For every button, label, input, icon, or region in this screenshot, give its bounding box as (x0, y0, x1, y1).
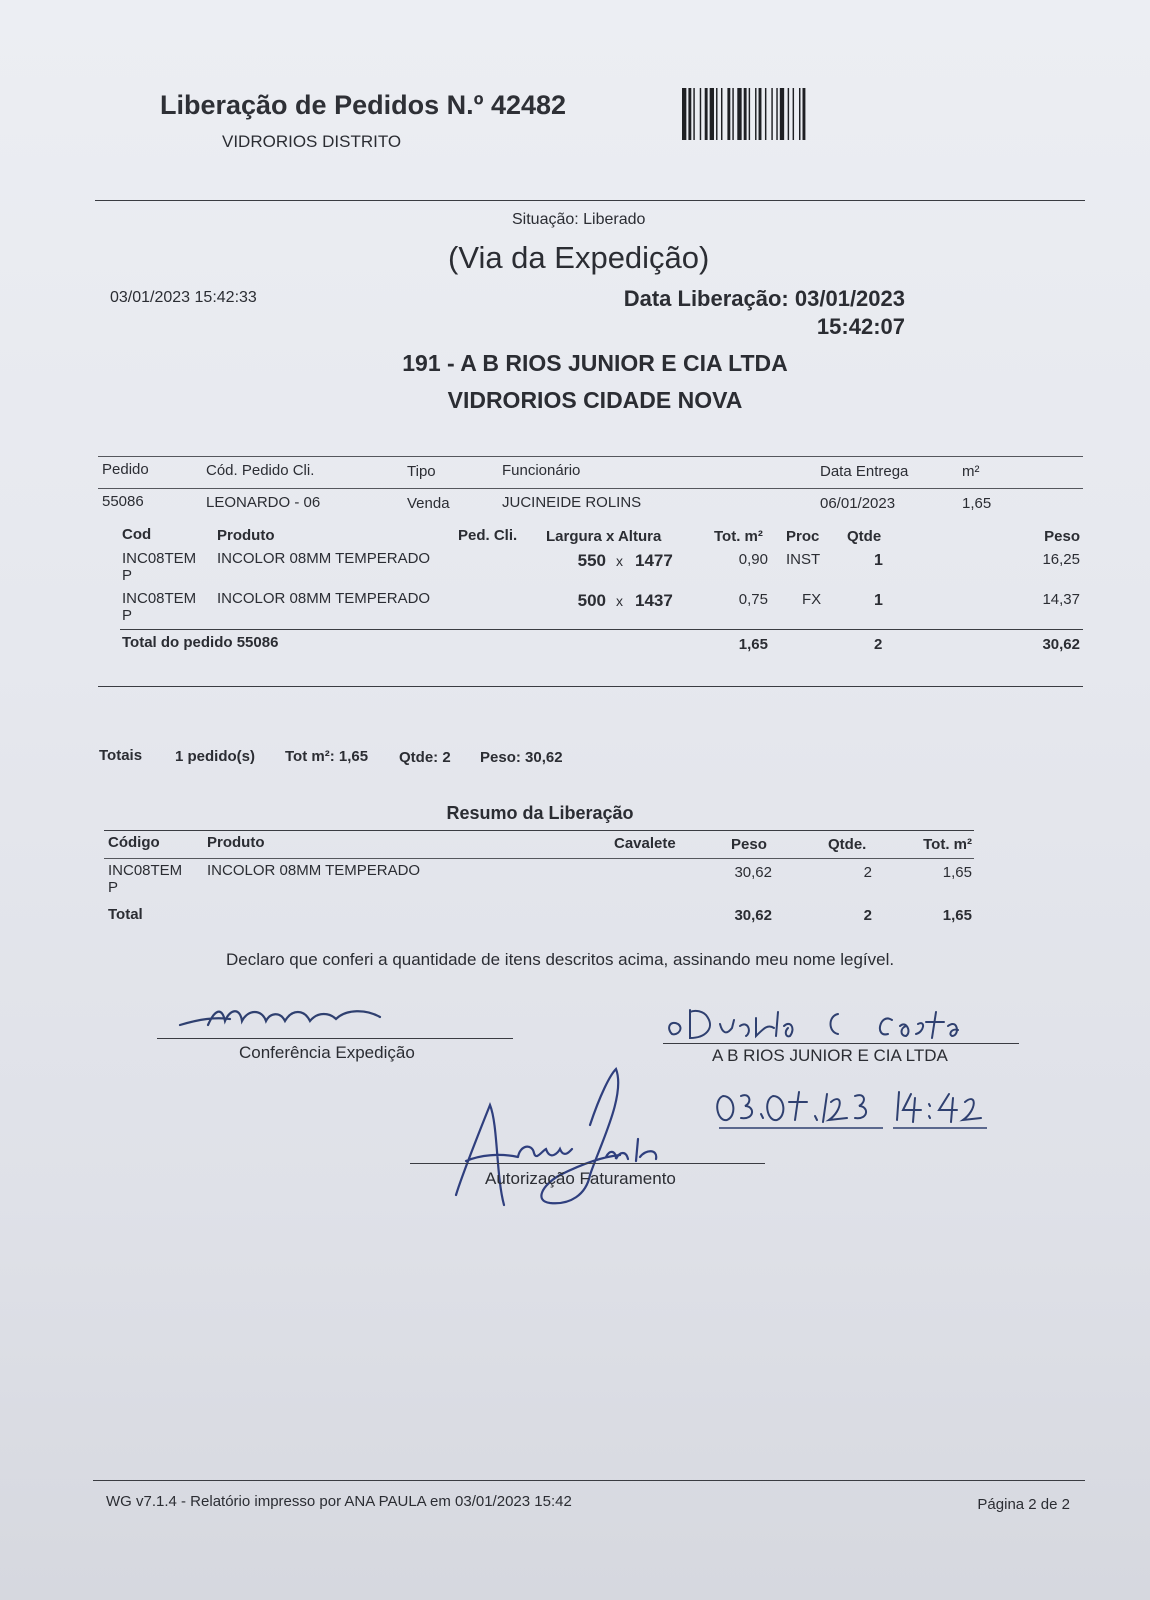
order-tipo: Venda (407, 495, 450, 512)
signature-line-conferencia (157, 1038, 513, 1039)
order-total-peso: 30,62 (1042, 636, 1080, 653)
document-title: Liberação de Pedidos N.º 42482 (160, 90, 567, 120)
totals-qtde: Qtde: 2 (399, 749, 451, 766)
label-client: A B RIOS JUNIOR E CIA LTDA (712, 1046, 948, 1065)
summary-col-produto: Produto (207, 834, 265, 851)
order-total-label: Total do pedido 55086 (122, 634, 279, 651)
order-table-top-rule (98, 456, 1083, 457)
print-timestamp: 03/01/2023 15:42:33 (110, 289, 257, 306)
totals-m2: Tot m²: 1,65 (285, 748, 369, 765)
release-date (560, 285, 905, 341)
summary-header-rule (104, 858, 974, 859)
item-largura: 550 (577, 551, 606, 570)
header-divider (95, 200, 1085, 201)
summary-top-rule (104, 830, 974, 831)
barcode (682, 88, 857, 140)
label-conferencia: Conferência Expedição (239, 1043, 415, 1062)
copy-type: (Via da Expedição) (448, 240, 710, 275)
label-autorizacao: Autorização Faturamento (485, 1169, 676, 1188)
item-produto: INCOLOR 08MM TEMPERADO (217, 550, 431, 567)
col-pedido: Pedido (102, 461, 149, 478)
summary-total-tot-m2: 1,65 (942, 907, 972, 924)
items-total-rule (120, 629, 1083, 630)
barcode-bar (776, 88, 777, 140)
items-col-ped-cli: Ped. Cli. (458, 527, 518, 544)
item-cod: INC08TEMP (122, 590, 197, 624)
footer-divider (93, 1480, 1085, 1481)
item-cod: INC08TEMP (122, 550, 197, 584)
summary-qtde: 2 (863, 864, 872, 881)
summary-col-peso: Peso (731, 836, 767, 853)
summary-total-peso: 30,62 (734, 907, 772, 924)
barcode-bar (749, 88, 750, 140)
summary-title: Resumo da Liberação (446, 803, 634, 823)
items-bottom-rule (98, 686, 1083, 687)
item-proc: INST (786, 551, 821, 568)
order-total-qtde: 2 (874, 636, 883, 653)
barcode-bar (721, 88, 722, 140)
customer-name: 191 - A B RIOS JUNIOR E CIA LTDA (402, 350, 788, 376)
barcode-bar (771, 88, 772, 140)
barcode-bar (793, 88, 794, 140)
item-tot-m2: 0,90 (738, 551, 768, 568)
items-col-produto: Produto (217, 527, 275, 544)
footer-report-info: WG v7.1.4 - Relatório impresso por ANA PAULA em 03/01/2023 15:42 (106, 1493, 572, 1510)
totals-peso: Peso: 30,62 (480, 749, 563, 766)
release-date-label: Data Liberação: (623, 286, 789, 311)
order-header-rule (98, 488, 1083, 489)
col-cod-pedido-cli: Cód. Pedido Cli. (206, 462, 315, 479)
items-col-largura-altura: Largura x Altura (546, 528, 662, 545)
order-total-m2: 1,65 (738, 636, 768, 653)
items-col-cod: Cod (122, 526, 152, 543)
barcode-bar (682, 88, 686, 140)
item-largura: 500 (577, 591, 606, 610)
order-pedido: 55086 (102, 493, 144, 510)
item-peso: 16,25 (1042, 551, 1080, 568)
item-qtde: 1 (874, 592, 883, 609)
summary-peso: 30,62 (734, 864, 772, 881)
handwritten-date (715, 1086, 1005, 1134)
barcode-bar (716, 88, 717, 140)
barcode-bar (737, 88, 741, 140)
summary-col-codigo: Código (108, 834, 160, 851)
release-date-value: 03/01/2023 (794, 286, 905, 311)
item-qtde: 1 (874, 552, 883, 569)
declaration-text: Declaro que conferi a quantidade de itens descritos acima, assinando meu nome legível. (226, 950, 895, 969)
order-cod-cli: LEONARDO - 06 (206, 494, 321, 511)
signature-client (660, 998, 1020, 1046)
summary-total-qtde: 2 (863, 907, 872, 924)
col-data-entrega: Data Entrega (820, 463, 909, 480)
status-text: Situação: Liberado (512, 211, 646, 228)
summary-total-label: Total (108, 906, 143, 923)
signature-conferencia (170, 995, 400, 1035)
barcode-bar (710, 88, 714, 140)
summary-col-tot-m2: Tot. m² (923, 836, 972, 853)
signature-line-autorizacao (410, 1163, 765, 1164)
barcode-bar (803, 88, 806, 140)
summary-codigo: INC08TEMP (108, 862, 183, 896)
barcode-bar (788, 88, 789, 140)
order-m2: 1,65 (962, 495, 992, 512)
barcode-bar (759, 88, 762, 140)
barcode-bar (744, 88, 747, 140)
barcode-bar (727, 88, 730, 140)
item-x: x (616, 593, 623, 609)
barcode-bar (755, 88, 756, 140)
items-col-tot-m2: Tot. m² (714, 528, 763, 545)
signature-line-client (663, 1043, 1019, 1044)
col-funcionario: Funcionário (502, 462, 581, 479)
summary-col-cavalete: Cavalete (614, 835, 676, 852)
company-name: VIDRORIOS DISTRITO (222, 132, 402, 151)
barcode-bar (700, 88, 701, 140)
barcode-bar (705, 88, 708, 140)
item-produto: INCOLOR 08MM TEMPERADO (217, 590, 431, 607)
item-proc: FX (802, 591, 822, 608)
items-col-peso: Peso (1044, 528, 1080, 545)
item-peso: 14,37 (1042, 591, 1080, 608)
items-col-proc: Proc (786, 528, 820, 545)
item-altura: 1477 (635, 551, 673, 570)
order-funcionario: JUCINEIDE ROLINS (502, 494, 642, 511)
item-x: x (616, 553, 623, 569)
totals-label: Totais (99, 747, 143, 764)
customer-store: VIDRORIOS CIDADE NOVA (447, 387, 743, 413)
item-altura: 1437 (635, 591, 673, 610)
item-tot-m2: 0,75 (738, 591, 768, 608)
items-col-qtde: Qtde (847, 528, 882, 545)
summary-col-qtde: Qtde. (828, 836, 867, 853)
barcode-bar (780, 88, 784, 140)
release-time-value: 15:42:07 (816, 314, 905, 339)
barcode-bar (732, 88, 733, 140)
barcode-bar (799, 88, 800, 140)
summary-produto: INCOLOR 08MM TEMPERADO (207, 862, 421, 879)
col-tipo: Tipo (407, 463, 436, 480)
order-data-entrega: 06/01/2023 (820, 495, 896, 512)
col-m2: m² (962, 463, 980, 480)
signature-autorizacao (450, 1065, 690, 1215)
barcode-bar (688, 88, 691, 140)
barcode-bar (765, 88, 766, 140)
footer-page-number: Página 2 de 2 (977, 1496, 1070, 1513)
totals-orders: 1 pedido(s) (175, 748, 256, 765)
barcode-bar (693, 88, 694, 140)
summary-tot-m2: 1,65 (942, 864, 972, 881)
